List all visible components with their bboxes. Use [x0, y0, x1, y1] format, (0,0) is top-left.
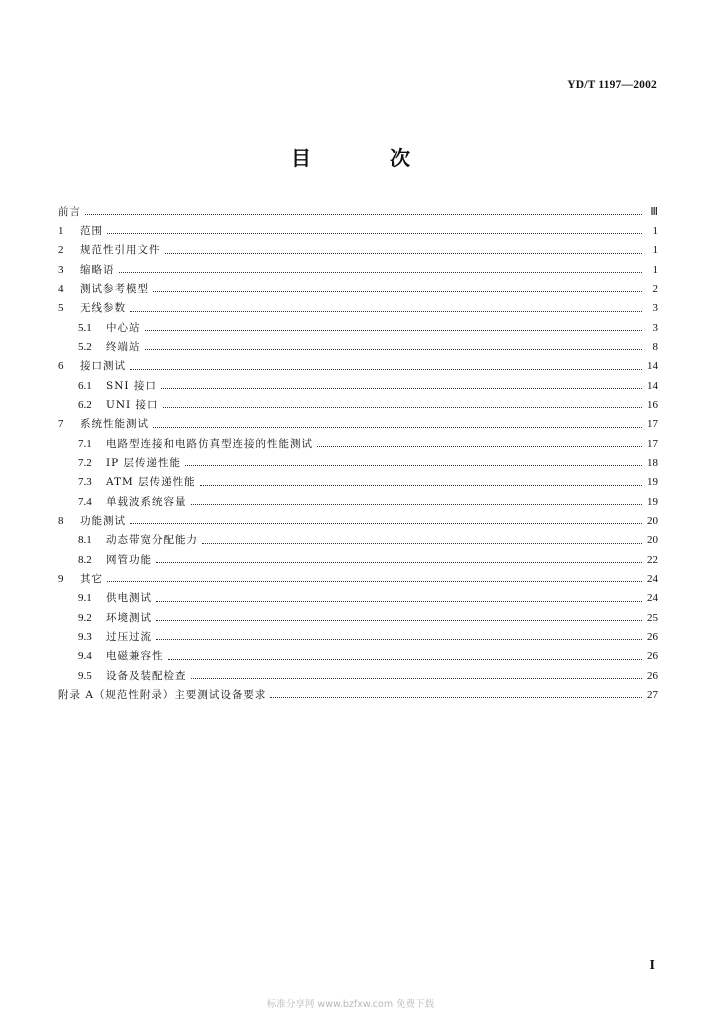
toc-entry[interactable]	[58, 511, 658, 530]
toc-dot-leader	[165, 253, 643, 254]
toc-entry-label: 中心站	[106, 321, 141, 334]
page-title: 目 次	[291, 146, 446, 170]
toc-entry-label: 网管功能	[106, 553, 152, 566]
toc-entry-label: 规范性引用文件	[80, 244, 161, 257]
toc-entry-number: 6	[58, 360, 64, 373]
toc-dot-leader	[156, 620, 642, 621]
toc-entry[interactable]	[58, 473, 658, 492]
toc-entry-number: 7.2	[78, 456, 92, 469]
toc-dot-leader	[130, 311, 642, 312]
toc-entry-number: 3	[58, 263, 64, 276]
toc-entry-label: 前言	[58, 205, 81, 218]
toc-entry-label: 系统性能测试	[80, 418, 149, 431]
toc-entry-label: 接口测试	[80, 360, 126, 373]
toc-dot-leader	[270, 697, 642, 698]
toc-entry[interactable]	[58, 453, 658, 472]
toc-dot-leader	[130, 369, 642, 370]
toc-dot-leader	[191, 678, 643, 679]
table-of-contents	[58, 202, 658, 705]
toc-entry-number: 1	[58, 224, 64, 237]
toc-dot-leader	[153, 291, 642, 292]
toc-entry-number: 9.4	[78, 650, 92, 663]
toc-entry-page: 16	[647, 398, 658, 411]
toc-entry[interactable]	[58, 531, 658, 550]
toc-entry-number: 6.1	[78, 379, 92, 392]
toc-entry[interactable]	[58, 685, 658, 704]
toc-dot-leader	[145, 349, 643, 350]
toc-entry[interactable]	[58, 434, 658, 453]
toc-entry-page: 20	[647, 514, 658, 527]
toc-dot-leader	[107, 233, 642, 234]
toc-entry[interactable]	[58, 376, 658, 395]
toc-entry[interactable]	[58, 279, 658, 298]
toc-entry[interactable]	[58, 492, 658, 511]
toc-entry[interactable]	[58, 627, 658, 646]
standard-code: YD/T 1197—2002	[567, 79, 657, 91]
toc-dot-leader	[107, 581, 642, 582]
toc-entry[interactable]	[58, 202, 658, 221]
toc-entry-page: Ⅲ	[650, 205, 658, 218]
toc-entry-page: 2	[652, 282, 658, 295]
toc-entry-label: ATM 层传递性能	[106, 476, 196, 489]
toc-entry-page: 22	[647, 553, 658, 566]
toc-dot-leader	[130, 523, 642, 524]
toc-dot-leader	[168, 659, 643, 660]
toc-entry-page: 18	[647, 456, 658, 469]
toc-entry-page: 17	[647, 418, 658, 431]
toc-dot-leader	[161, 388, 642, 389]
toc-entry[interactable]	[58, 299, 658, 318]
toc-dot-leader	[156, 601, 642, 602]
toc-entry-number: 9	[58, 572, 64, 585]
toc-entry-page: 1	[652, 224, 658, 237]
toc-entry-number: 7.3	[78, 476, 92, 489]
toc-entry-label: IP 层传递性能	[106, 456, 182, 469]
toc-entry[interactable]	[58, 260, 658, 279]
toc-dot-leader	[145, 330, 643, 331]
toc-entry-label: 终端站	[106, 340, 141, 353]
toc-entry-number: 5.1	[78, 321, 92, 334]
toc-dot-leader	[202, 543, 642, 544]
toc-entry-page: 20	[647, 534, 658, 547]
toc-entry-page: 26	[647, 669, 658, 682]
toc-entry-page: 14	[647, 379, 658, 392]
toc-entry-page: 26	[647, 630, 658, 643]
toc-entry-number: 9.2	[78, 611, 92, 624]
toc-entry-page: 19	[647, 476, 658, 489]
toc-entry-number: 8.1	[78, 534, 92, 547]
toc-entry-label: 其它	[80, 572, 103, 585]
toc-entry[interactable]	[58, 241, 658, 260]
toc-entry-number: 5	[58, 302, 64, 315]
toc-entry-label: SNI 接口	[106, 379, 157, 392]
toc-entry[interactable]	[58, 608, 658, 627]
toc-entry[interactable]	[58, 221, 658, 240]
toc-entry-page: 24	[647, 572, 658, 585]
toc-entry-number: 8	[58, 514, 64, 527]
toc-entry-label: 供电测试	[106, 592, 152, 605]
toc-entry[interactable]	[58, 550, 658, 569]
toc-entry-label: 设备及装配检查	[106, 669, 187, 682]
toc-entry-page: 1	[652, 244, 658, 257]
toc-entry-label: 范围	[80, 224, 103, 237]
toc-entry[interactable]	[58, 357, 658, 376]
toc-entry-label: 功能测试	[80, 514, 126, 527]
toc-entry[interactable]	[58, 589, 658, 608]
toc-dot-leader	[317, 446, 642, 447]
toc-entry[interactable]	[58, 318, 658, 337]
toc-entry-label: 动态带宽分配能力	[106, 534, 198, 547]
toc-entry-label: 缩略语	[80, 263, 115, 276]
toc-entry-number: 5.2	[78, 340, 92, 353]
toc-entry-label: 无线参数	[80, 302, 126, 315]
toc-entry-page: 24	[647, 592, 658, 605]
toc-entry-page: 1	[652, 263, 658, 276]
toc-dot-leader	[185, 465, 642, 466]
toc-entry-number: 8.2	[78, 553, 92, 566]
toc-entry[interactable]	[58, 395, 658, 414]
toc-entry-page: 3	[652, 302, 658, 315]
toc-entry[interactable]	[58, 647, 658, 666]
toc-dot-leader	[156, 562, 642, 563]
toc-entry-label: 环境测试	[106, 611, 152, 624]
toc-entry-label: 测试参考模型	[80, 282, 149, 295]
toc-dot-leader	[200, 485, 642, 486]
toc-entry-page: 8	[652, 340, 658, 353]
toc-dot-leader	[85, 214, 642, 215]
toc-entry[interactable]	[58, 569, 658, 588]
toc-entry-number: 9.3	[78, 630, 92, 643]
toc-entry[interactable]	[58, 415, 658, 434]
toc-dot-leader	[119, 272, 643, 273]
toc-dot-leader	[191, 504, 643, 505]
toc-entry-page: 27	[647, 688, 658, 701]
toc-entry-number: 6.2	[78, 398, 92, 411]
toc-entry-number: 7.1	[78, 437, 92, 450]
toc-entry-number: 4	[58, 282, 64, 295]
toc-entry-label: UNI 接口	[106, 398, 159, 411]
toc-entry-label: 单载波系统容量	[106, 495, 187, 508]
toc-entry-label: 附录 A（规范性附录）主要测试设备要求	[58, 688, 267, 701]
toc-dot-leader	[156, 639, 642, 640]
toc-entry[interactable]	[58, 337, 658, 356]
page-number: I	[649, 958, 655, 973]
toc-entry-page: 25	[647, 611, 658, 624]
toc-entry-number: 7.4	[78, 495, 92, 508]
toc-entry-page: 19	[647, 495, 658, 508]
toc-dot-leader	[163, 407, 642, 408]
toc-entry-label: 过压过流	[106, 630, 152, 643]
watermark: 标准分享网 www.bzfxw.com 免费下载	[266, 999, 435, 1010]
toc-entry-page: 14	[647, 360, 658, 373]
toc-entry[interactable]	[58, 666, 658, 685]
toc-entry-page: 17	[647, 437, 658, 450]
toc-entry-label: 电磁兼容性	[106, 650, 164, 663]
toc-entry-page: 26	[647, 650, 658, 663]
toc-entry-number: 2	[58, 244, 64, 257]
toc-dot-leader	[153, 427, 642, 428]
toc-entry-number: 7	[58, 418, 64, 431]
toc-entry-label: 电路型连接和电路仿真型连接的性能测试	[106, 437, 313, 450]
toc-entry-number: 9.5	[78, 669, 92, 682]
toc-entry-page: 3	[652, 321, 658, 334]
toc-entry-number: 9.1	[78, 592, 92, 605]
